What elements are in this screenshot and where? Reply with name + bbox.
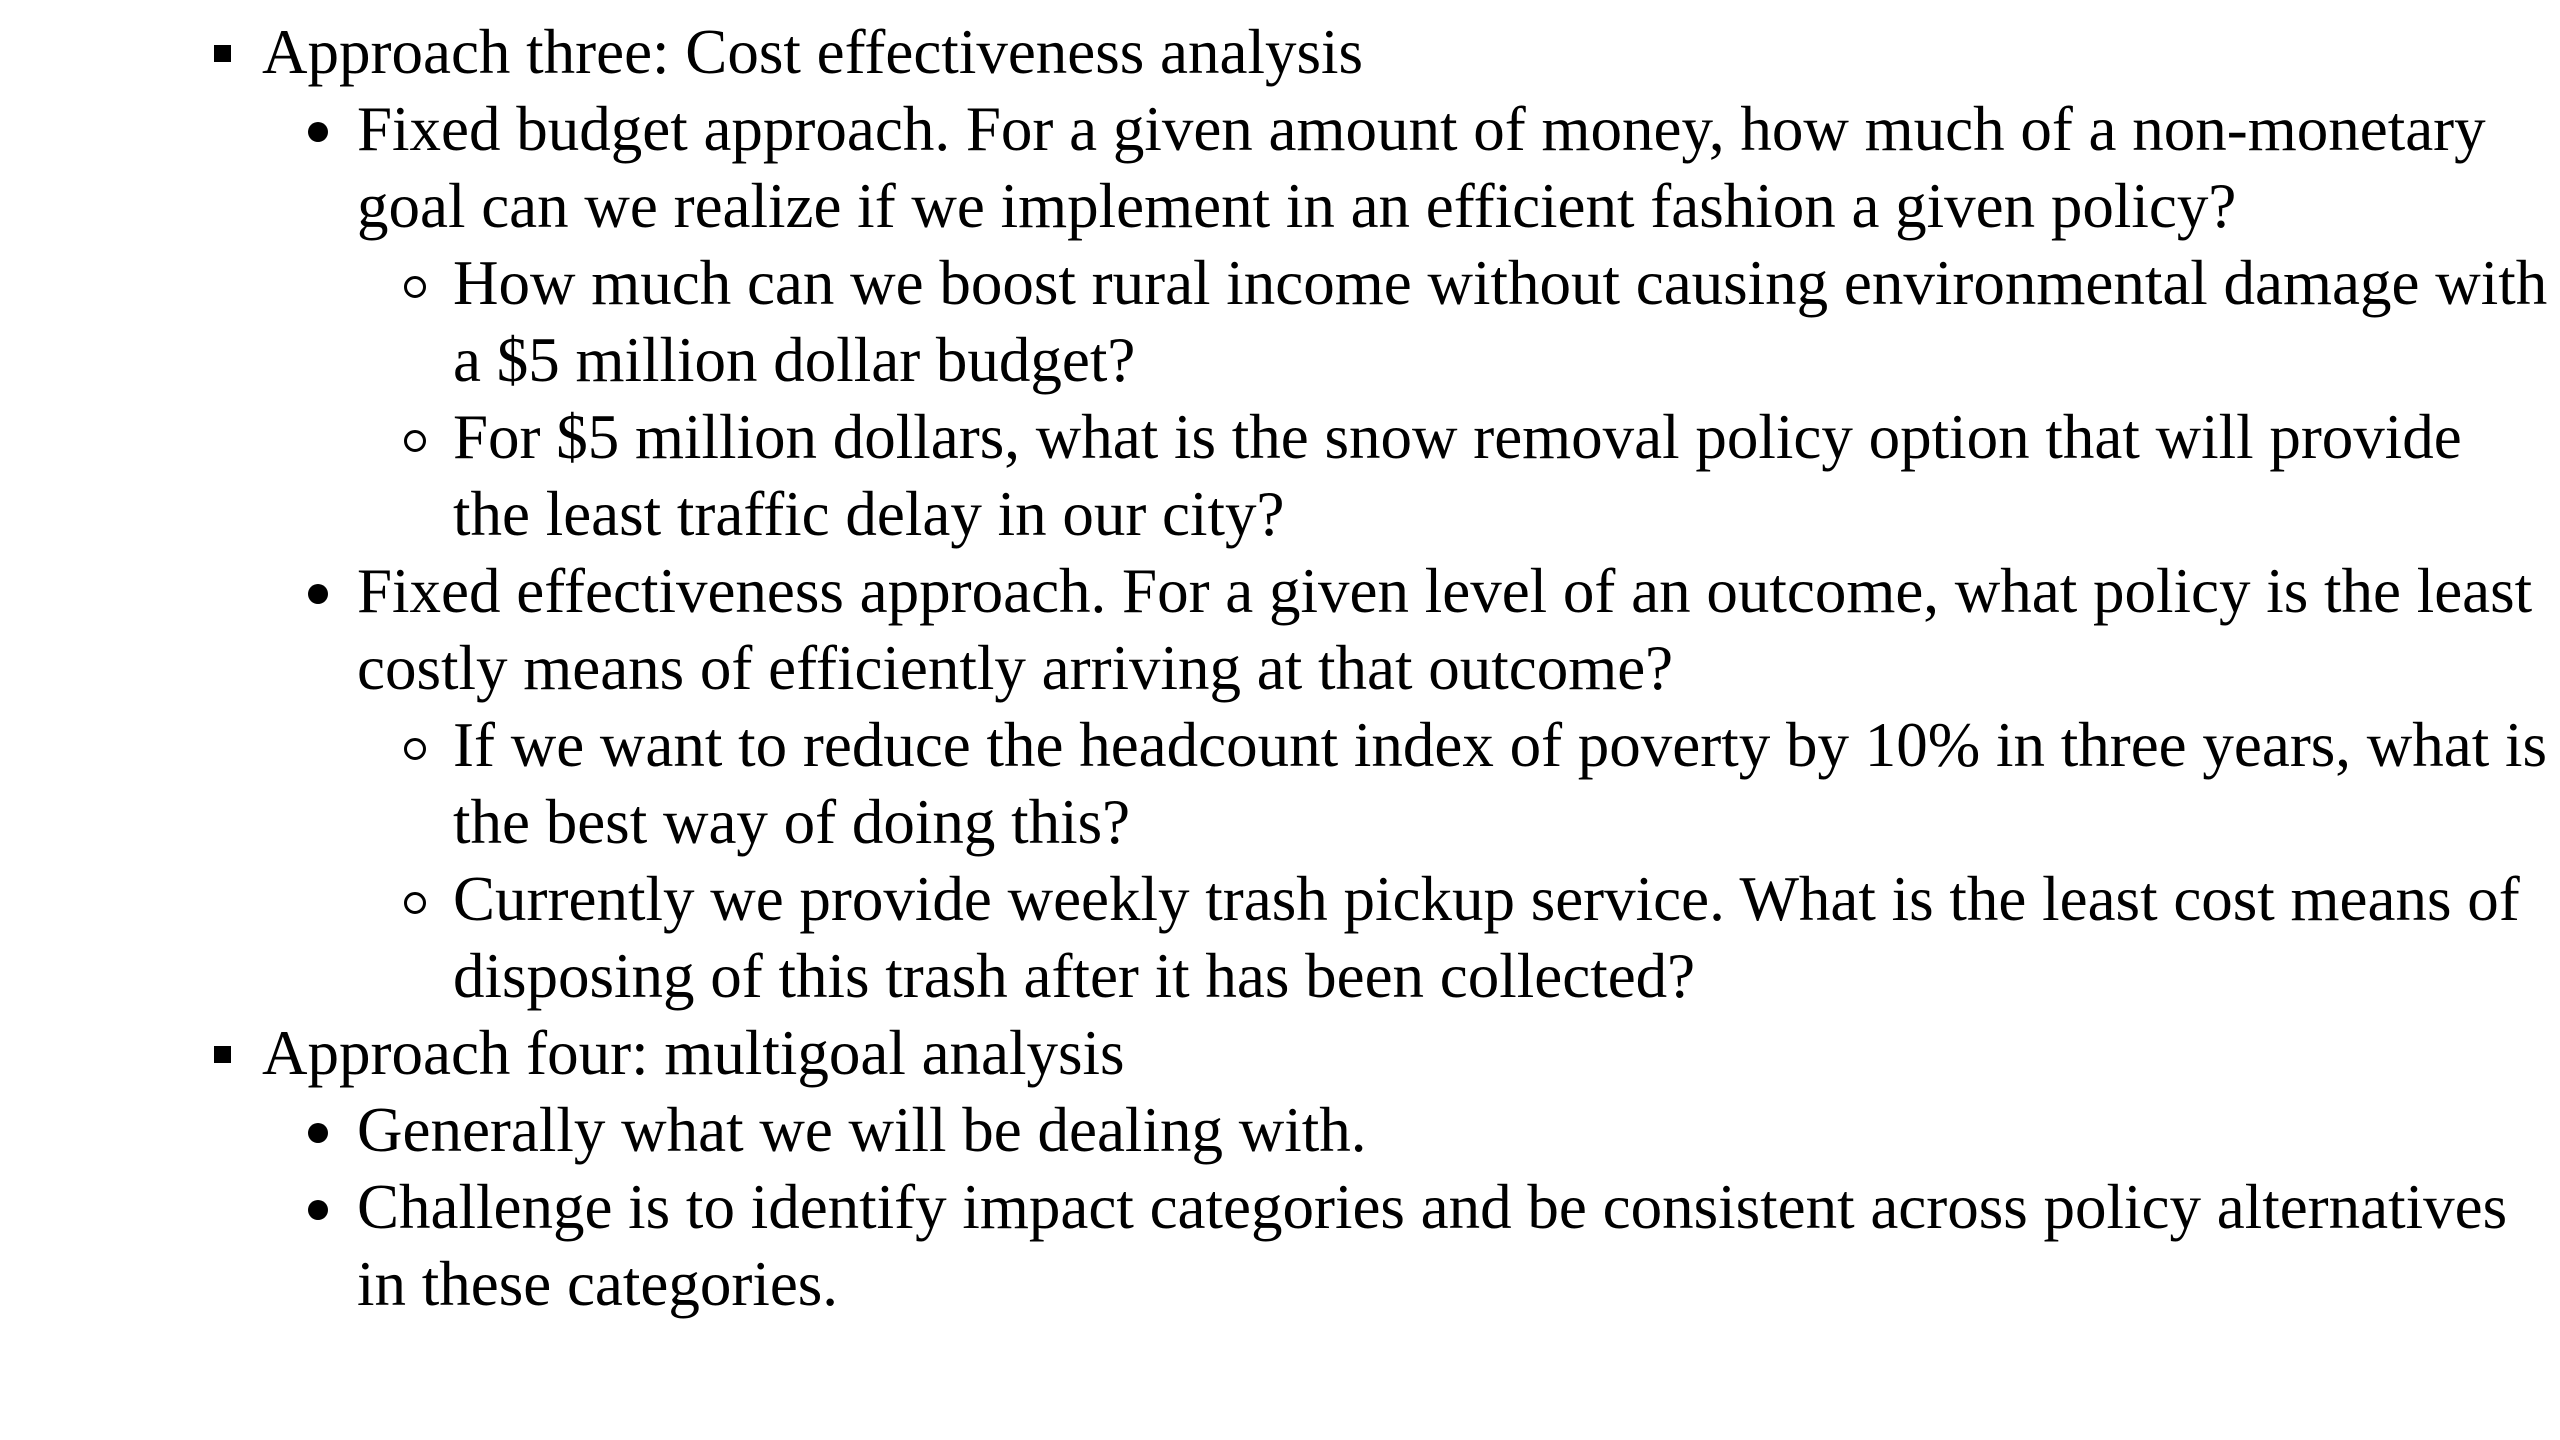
approach-three-heading: Approach three: Cost effectiveness analysis [262,17,1363,87]
budget-example-1 [0,245,2553,399]
budget-example-1-text: How much can we boost rural income without causing environmental damage with a $5 million dollar budget? [453,248,2548,395]
fixed-effectiveness-text: Fixed effectiveness approach. For a given level of an outcome, what policy is the least costly means of efficiently arriving at that outcome? [357,556,2533,703]
budget-example-2-text: For $5 million dollars, what is the snow removal policy option that will provide the least traffic delay in our city? [453,402,2462,549]
effectiveness-example-2 [0,861,2553,1015]
effectiveness-example-2-text: Currently we provide weekly trash pickup service. What is the least cost means of disposing of this trash after it has been collected? [453,864,2520,1011]
square-bullet-icon [214,14,231,91]
fixed-budget-item [0,91,2557,245]
dot-bullet-icon [308,1169,328,1246]
effectiveness-example-1 [0,707,2553,861]
approach-three-item [0,14,2552,91]
multigoal-point-1-text: Generally what we will be dealing with. [357,1095,1367,1165]
outline-document [0,14,2560,1323]
circle-bullet-icon [404,399,426,476]
dot-bullet-icon [308,553,328,630]
dot-bullet-icon [308,1092,328,1169]
fixed-budget-text: Fixed budget approach. For a given amount of money, how much of a non-monetary goal can we realize if we implement in an efficient fashion a given policy? [357,94,2486,241]
circle-bullet-icon [404,861,426,938]
approach-four-heading: Approach four: multigoal analysis [262,1018,1125,1088]
effectiveness-example-1-text: If we want to reduce the headcount index of poverty by 10% in three years, what is the best way of doing this? [453,710,2548,857]
dot-bullet-icon [308,91,328,168]
multigoal-point-2 [0,1169,2557,1323]
approach-four-item [0,1015,2552,1092]
fixed-effectiveness-item [0,553,2557,707]
square-bullet-icon [214,1015,231,1092]
circle-bullet-icon [404,245,426,322]
circle-bullet-icon [404,707,426,784]
multigoal-point-1 [0,1092,2557,1169]
multigoal-point-2-text: Challenge is to identify impact categories and be consistent across policy alternatives in these categories. [357,1172,2508,1319]
budget-example-2 [0,399,2553,553]
